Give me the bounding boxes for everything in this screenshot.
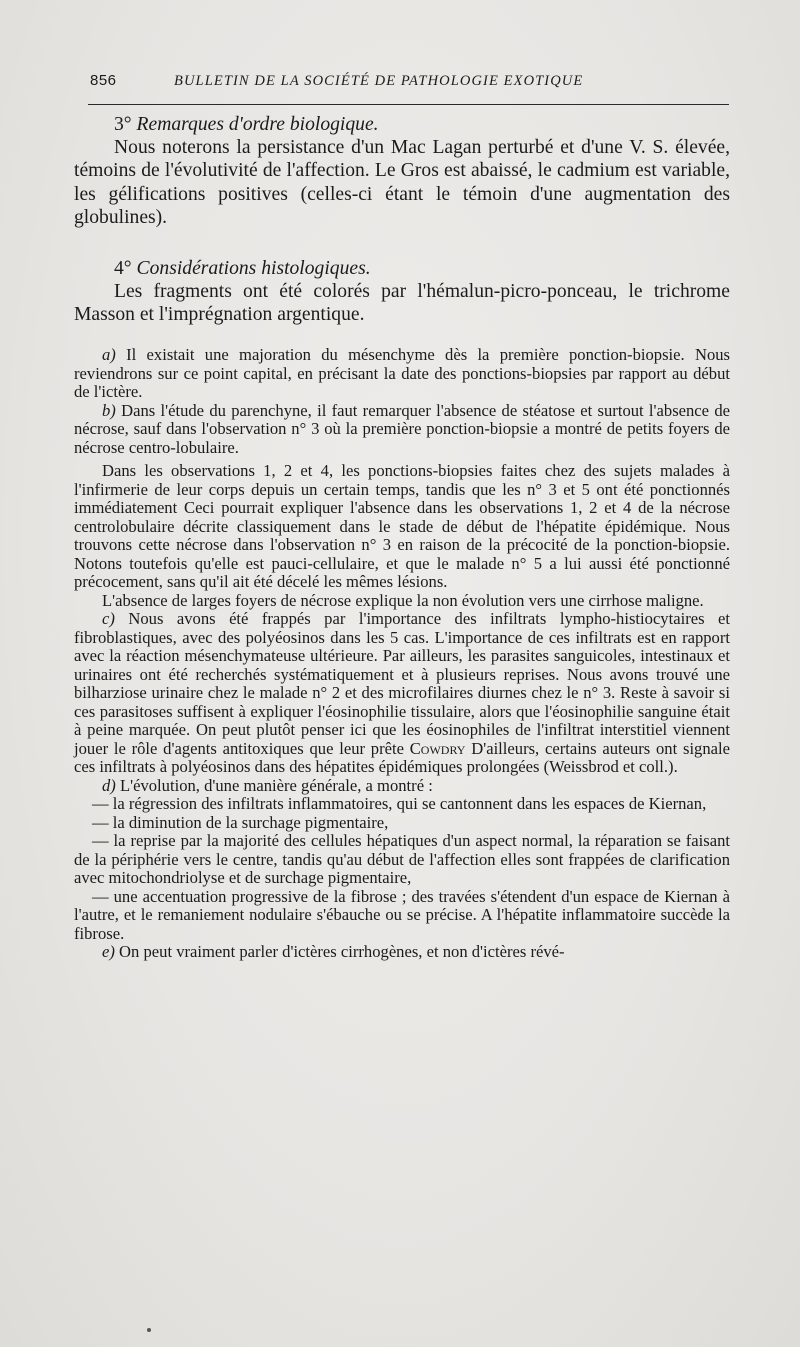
item-d-list-2: — la diminution de la surchage pigmentaire, xyxy=(92,812,389,832)
item-d-list-3: — la reprise par la majorité des cellules hépatiques d'un aspect normal, la réparation se faisant de la périphérie vers le centre, tandis qu'au début de l'affection elles sont frappées de clarification avec mitochondriolyse et de surchage pigmentaire, xyxy=(74,831,730,887)
section-3-paragraph: Nous noterons la persistance d'un Mac Lagan perturbé et d'une V. S. élevée, témoins de l'évolutivité de l'affection. Le Gros est abaissé, le cadmium est variable, les gélifications positives (celles-ci étant le témoin d'une augmentation des globulines). xyxy=(74,137,730,228)
histology-items xyxy=(74,346,730,962)
item-d-text: L'évolution, d'une manière générale, a montré : xyxy=(115,775,433,795)
item-b-paragraph-3: L'absence de larges foyers de nécrose explique la non évolution vers une cirrhose maligne. xyxy=(102,590,704,610)
item-c-text-2: D'ailleurs, certains auteurs ont signale ces infiltrats à polyéosinos dans des hépatites épidémiques prolongées (Weissbrod et coll.). xyxy=(74,738,730,776)
header-rule xyxy=(88,104,729,105)
section-4-title: Considérations histologiques. xyxy=(136,258,371,279)
item-e-text: On peut vraiment parler d'ictères cirrhogènes, et non d'ictères révé- xyxy=(114,942,565,961)
item-d-label: d) xyxy=(102,775,116,795)
item-c-author: Cowdry xyxy=(409,738,466,758)
section-3-title: Remarques d'ordre biologique. xyxy=(136,114,379,135)
item-c xyxy=(74,610,730,777)
page-number: 856 xyxy=(90,72,117,89)
item-d xyxy=(74,777,730,796)
ink-speck xyxy=(147,1328,151,1332)
item-b-text: Dans l'étude du parenchyne, il faut remarquer l'absence de stéatose et surtout l'absence de nécrose, sauf dans l'observation n° 3 où la première ponction-biopsie a montré de petits foyers de nécrose centro-lobulaire. xyxy=(74,400,730,457)
item-b-label: b) xyxy=(102,400,116,420)
item-d-list-4: — une accentuation progressive de la fibrose ; des travées s'étendent d'un espace de Kiernan à l'autre, et le remaniement nodulaire s'ébauche ou se précise. A l'hépatite inflammatoire succède la fibrose. xyxy=(74,886,730,943)
section-3-heading xyxy=(74,113,730,136)
item-a-label: a) xyxy=(102,345,116,364)
section-3 xyxy=(74,113,730,229)
item-b xyxy=(74,402,730,458)
item-c-label: c) xyxy=(102,609,115,628)
item-a-text: Il existait une majoration du mésenchyme dès la première ponction-biopsie. Nous reviendrons sur ce point capital, en précisant la date des ponctions-biopsies par rapport au début de l'ictère. xyxy=(74,345,730,401)
item-d-list-1: — la régression des infiltrats inflammatoires, qui se cantonnent dans les espaces de Kiernan, xyxy=(92,794,707,813)
item-e xyxy=(74,943,730,962)
item-a xyxy=(74,346,730,402)
running-header xyxy=(90,72,730,96)
item-b-paragraph-2: Dans les observations 1, 2 et 4, les ponctions-biopsies faites chez des sujets malades à l'infirmerie de leur corps depuis un certain temps, tandis que les n° 3 et 5 ont été ponctionnés immédiatement Ceci pourrait expliquer l'absence dans les observations 1, 2 et 4 de la nécrose centrolobulaire décrite classiquement dans le stade de début de l'hépatite épidémique. Nous trouvons cette nécrose dans l'observation n° 3 en raison de la précocité de la ponction-biopsie. Notons toutefois qu'elle est pauci-cellulaire, et que le malade n° 5 a lui aussi été ponctionné précocement, sans qu'il ait été décelé les mêmes lésions. xyxy=(74,461,730,591)
section-3-number: 3° xyxy=(114,114,132,135)
section-4-heading xyxy=(74,257,730,280)
journal-title: BULLETIN DE LA SOCIÉTÉ DE PATHOLOGIE EXOTIQUE xyxy=(174,73,584,89)
item-e-label: e) xyxy=(102,942,115,961)
section-4-number: 4° xyxy=(114,258,132,279)
section-4-paragraph: Les fragments ont été colorés par l'hémalun-picro-ponceau, le trichrome Masson et l'imprégnation argentique. xyxy=(74,281,730,326)
item-c-text-1: Nous avons été frappés par l'importance des infiltrats lympho-histiocytaires et fibroblastiques, avec des polyéosinos dans les 5 cas. L'importance de ces infiltrats est en rapport avec la réaction mésenchymateuse ultérieure. Par ailleurs, les parasites sanguicoles, intestinaux et urinaires ont été recherchés systématiquement et à plusieurs reprises. Nous avons trouvé une bilharziose urinaire chez le malade n° 2 et des microfilaires diurnes chez le n° 3. Reste à savoir si ces parasitoses suffisent à expliquer l'éosinophilie tissulaire, alors que l'éosinophilie sanguine était à peine marquée. On peut plutôt penser ici que les éosinophiles de l'infiltrat interstitiel viennent jouer le rôle d'agents antitoxiques que leur prête xyxy=(74,609,730,758)
section-4 xyxy=(74,257,730,327)
